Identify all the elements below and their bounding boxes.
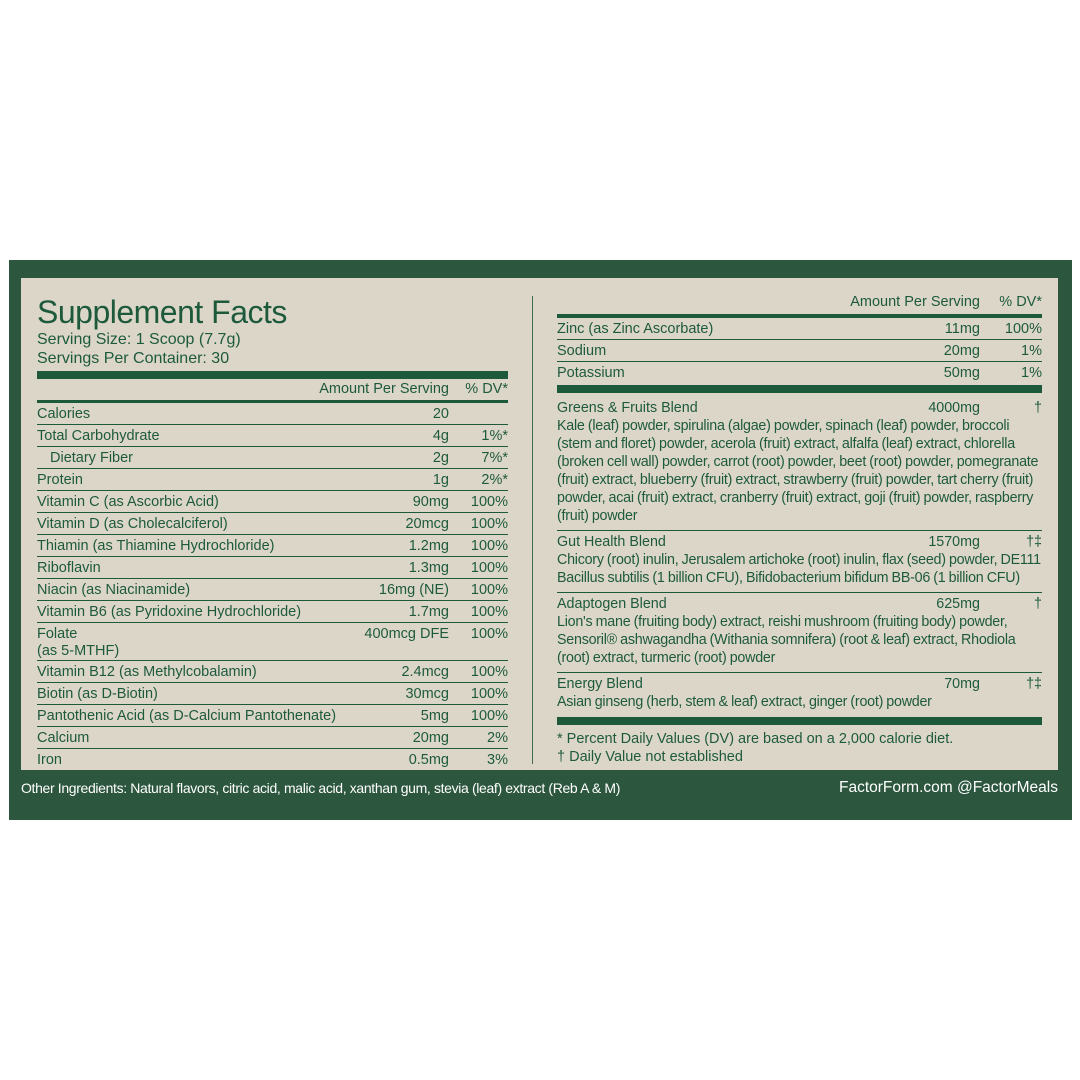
blend-adaptogen [557,593,1042,673]
blend-dv-mark: †‡ [1026,534,1042,550]
blend-gut-health [557,531,1042,593]
nutrient-row [37,727,508,749]
nutrient-row [557,362,1042,384]
blend-greens-fruits [557,393,1042,531]
nutrient-dv: 100% [470,664,508,680]
nutrient-name: Potassium [557,365,625,381]
nutrient-row [37,513,508,535]
dv-header: % DV* [999,294,1042,310]
nutrient-dv: 100% [1004,321,1042,337]
thick-divider [557,717,1042,725]
nutrient-amount: 20 [432,406,449,422]
blend-name: Greens & Fruits Blend [557,400,698,416]
nutrient-name: Vitamin C (as Ascorbic Acid) [37,494,219,510]
nutrient-amount: 50mg [943,365,980,381]
blend-amount: 625mg [936,596,980,612]
nutrient-name: Sodium [557,343,607,359]
blend-ingredients: Lion's mane (fruiting body) extract, reishi mushroom (fruiting body) powder, Sensoril® ashwagandha (Withania somnifera) (root & leaf) extract, Rhodiola (root) extract, turmeric (root) powder [557,614,1016,666]
nutrient-amount: 4g [432,428,449,444]
nutrient-dv: 100% [470,516,508,532]
nutrient-name: Vitamin B12 (as Methylcobalamin) [37,664,257,680]
blend-ingredients: Chicory (root) inulin, Jerusalem artichoke (root) inulin, flax (seed) powder, DE111 Bacillus subtilis (1 billion CFU), Bifidobacterium bifidum BB-06 (1 billion CFU) [557,552,1041,586]
nutrient-name: Iron [37,752,62,768]
nutrient-name: Thiamin (as Thiamine Hydrochloride) [37,538,275,554]
nutrient-dv: 100% [470,538,508,554]
blend-amount: 4000mg [928,400,980,416]
nutrient-amount: 0.5mg [408,752,449,768]
dv-header: % DV* [465,381,508,397]
other-ingredients: Other Ingredients: Natural flavors, citric acid, malic acid, xanthan gum, stevia (leaf) extract (Reb A & M) [21,780,621,796]
nutrient-dv: 3% [487,752,508,768]
blend-name: Gut Health Blend [557,534,666,550]
nutrient-row [37,705,508,727]
blend-header [557,595,1042,613]
nutrient-name: Calcium [37,730,90,746]
nutrient-row [37,491,508,513]
nutrient-row [557,318,1042,340]
nutrient-row [37,469,508,491]
nutrient-dv: 100% [470,626,508,642]
nutrient-name: Protein [37,472,83,488]
nutrient-amount: 1.7mg [408,604,449,620]
nutrient-row [37,447,508,469]
nutrient-row [37,683,508,705]
thick-divider [37,371,508,379]
nutrient-dv: 1% [1021,365,1042,381]
right-column [557,293,1042,766]
blend-ingredients: Kale (leaf) powder, spirulina (algae) powder, spinach (leaf) powder, broccoli (stem and floret) powder, acerola (fruit) extract, alfalfa (leaf) extract, chlorella (broken cell wall) powder, carrot (root) powder, beet (root) powder, pomegranate (fruit) extract, blueberry (fruit) extract, strawberry (fruit) powder, tart cherry (fruit) powder, acai (fruit) extract, cranberry (fruit) extract, goji (fruit) powder, raspberry (fruit) powder [557,418,1039,524]
nutrient-name: Dietary Fiber [50,450,133,466]
nutrient-name: Biotin (as D-Biotin) [37,686,158,702]
left-column [37,295,508,771]
amount-header: Amount Per Serving [850,294,980,310]
nutrient-dv: 100% [470,582,508,598]
facts-title: Supplement Facts [37,294,287,330]
nutrient-dv: 2%* [481,472,508,488]
nutrient-dv: 1% [1021,343,1042,359]
serving-size: Serving Size: 1 Scoop (7.7g) [37,331,241,348]
nutrient-dv: 100% [470,494,508,510]
nutrient-amount: 1.2mg [408,538,449,554]
nutrient-row [37,601,508,623]
nutrient-row [37,579,508,601]
nutrient-amount: 20mcg [405,516,449,532]
nutrient-amount: 2g [432,450,449,466]
nutrient-amount: 20mg [943,343,980,359]
column-header [557,293,1042,314]
blend-dv-mark: †‡ [1026,676,1042,692]
blend-name: Adaptogen Blend [557,596,667,612]
nutrient-dv: 100% [470,604,508,620]
nutrient-amount: 1g [432,472,449,488]
blend-header [557,533,1042,551]
nutrient-row [37,557,508,579]
thick-divider [557,385,1042,393]
nutrient-name: Zinc (as Zinc Ascorbate) [557,321,714,337]
nutrient-sub-name: (as 5-MTHF) [37,643,120,659]
nutrient-amount: 1.3mg [408,560,449,576]
nutrient-name: Folate [37,626,78,642]
nutrient-name: Vitamin D (as Cholecalciferol) [37,516,228,532]
footnotes [557,725,1042,766]
column-header [37,379,508,400]
nutrient-dv: 1%* [481,428,508,444]
nutrient-row [37,425,508,447]
servings-per-container: Servings Per Container: 30 [37,350,230,367]
nutrient-name: Riboflavin [37,560,101,576]
nutrient-row [557,340,1042,362]
nutrient-amount: 5mg [420,708,449,724]
website-social: FactorForm.com @FactorMeals [839,779,1058,796]
nutrient-row [37,535,508,557]
nutrient-amount: 16mg (NE) [378,582,449,598]
nutrient-dv: 100% [470,708,508,724]
nutrient-amount: 400mcg DFE [364,626,449,642]
amount-header: Amount Per Serving [319,381,449,397]
blend-header [557,399,1042,417]
dv-footnote: * Percent Daily Values (DV) are based on a 2,000 calorie diet. [557,731,954,747]
blend-amount: 1570mg [928,534,980,550]
nutrient-name: Niacin (as Niacinamide) [37,582,191,598]
nutrient-amount: 11mg [944,321,980,337]
dagger-footnote: † Daily Value not established [557,749,743,765]
nutrient-name: Total Carbohydrate [37,428,160,444]
blend-ingredients: Asian ginseng (herb, stem & leaf) extract, ginger (root) powder [557,694,932,710]
blend-dv-mark: † [1034,400,1042,416]
column-divider [532,296,533,764]
blend-header [557,675,1042,693]
nutrient-name: Pantothenic Acid (as D-Calcium Pantothenate) [37,708,337,724]
nutrient-dv: 2% [487,730,508,746]
nutrient-amount: 2.4mcg [401,664,449,680]
nutrient-row [37,749,508,771]
nutrient-row [37,623,508,661]
bottom-bar [21,778,1058,800]
nutrient-dv: 100% [470,560,508,576]
nutrient-row [37,403,508,425]
nutrient-dv: 7%* [481,450,508,466]
nutrient-amount: 30mcg [405,686,449,702]
blend-dv-mark: † [1034,596,1042,612]
nutrient-dv: 100% [470,686,508,702]
nutrient-amount: 90mg [412,494,449,510]
nutrient-amount: 20mg [412,730,449,746]
blend-energy [557,673,1042,716]
nutrient-name: Vitamin B6 (as Pyridoxine Hydrochloride) [37,604,302,620]
blend-amount: 70mg [944,676,980,692]
nutrient-row [37,661,508,683]
nutrient-name: Calories [37,406,91,422]
blend-name: Energy Blend [557,676,643,692]
